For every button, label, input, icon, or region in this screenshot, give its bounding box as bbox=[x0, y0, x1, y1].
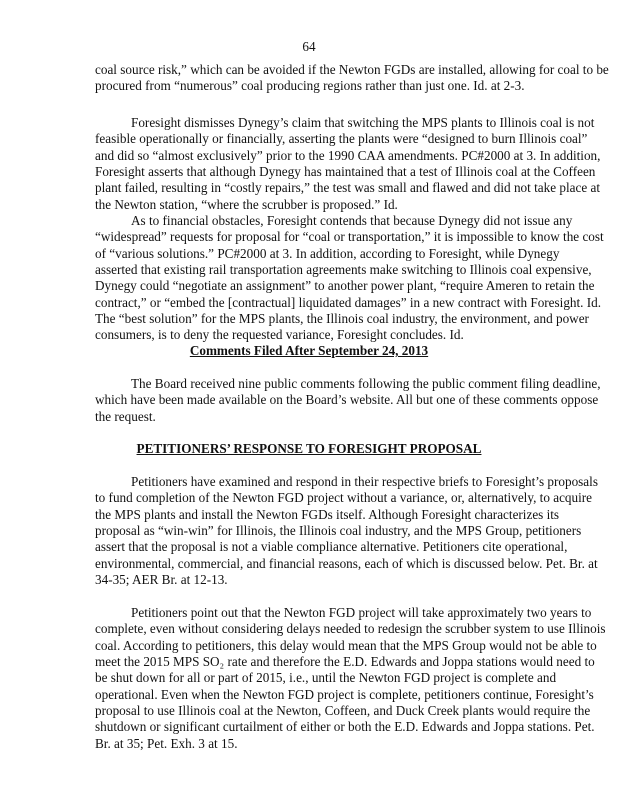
text-line: procured from “numerous” coal producing regions rather than just one. Id. at 2-3. bbox=[95, 78, 525, 94]
text-line: complete, even without considering delays needed to redesign the scrubber system to use Illinois bbox=[95, 621, 606, 637]
paragraph bbox=[95, 474, 598, 588]
text-line: environmental, commercial, and financial reasons, each of which is discussed below. Pet. Br. at bbox=[95, 555, 598, 571]
paragraph bbox=[95, 62, 609, 95]
text-line: proposal as “win-win” for Illinois, the Illinois coal industry, and the MPS Group, petitioners bbox=[95, 523, 582, 539]
text-line: be shut down for all or part of 2015, i.e., until the Newton FGD project is complete and bbox=[95, 670, 557, 686]
text-line: Petitioners have examined and respond in their respective briefs to Foresight’s proposals bbox=[131, 474, 598, 489]
section-heading: Comments Filed After September 24, 2013 bbox=[189, 343, 429, 358]
text-line: The Board received nine public comments following the public comment filing deadline, bbox=[131, 376, 601, 391]
text-line: shutdown or significant curtailment of either or both the E.D. Edwards and Joppa stations. Pet. bbox=[95, 719, 595, 735]
text-line: consumers, is to deny the requested variance, Foresight concludes. Id. bbox=[95, 327, 464, 343]
paragraph bbox=[95, 213, 604, 344]
text-line: to fund completion of the Newton FGD project without a variance, or, alternatively, to acquire bbox=[95, 490, 593, 506]
text-line: of “various solutions.” PC#2000 at 3. In addition, according to Foresight, while Dynegy bbox=[95, 245, 560, 261]
text-line: the Newton station, “where the scrubber is proposed.” Id. bbox=[95, 196, 398, 212]
text-line: the MPS plants and install the Newton FGDs itself. Although Foresight characterizes its bbox=[95, 506, 560, 522]
text-line: coal source risk,” which can be avoided if the Newton FGDs are installed, allowing for coal to be bbox=[95, 62, 609, 77]
paragraph bbox=[95, 115, 601, 213]
text-line: meet the 2015 MPS SO₂ rate and therefore the E.D. Edwards and Joppa stations would need to bbox=[95, 654, 595, 670]
text-line: The “best solution” for the MPS plants, the Illinois coal industry, the environment, and power bbox=[95, 311, 589, 327]
text-line: coal. According to petitioners, this delay would mean that the MPS Group would not be able to bbox=[95, 637, 597, 653]
text-line: As to financial obstacles, Foresight contends that because Dynegy did not issue any bbox=[131, 213, 573, 228]
text-line: Br. at 35; Pet. Exh. 3 at 15. bbox=[95, 735, 238, 751]
text-line: and did so “almost exclusively” prior to the 1990 CAA amendments. PC#2000 at 3. In addition, bbox=[95, 147, 601, 163]
text-line: assert that the proposal is not a viable compliance alternative. Petitioners cite operational, bbox=[95, 539, 568, 555]
text-line: Foresight asserts that although Dynegy has maintained that a test of Illinois coal at the Coffeen bbox=[95, 164, 596, 180]
text-line: the request. bbox=[95, 408, 156, 424]
text-line: asserted that existing rail transportation agreements make switching to Illinois coal expensive, bbox=[95, 262, 592, 278]
text-line: Petitioners point out that the Newton FGD project will take approximately two years to bbox=[131, 605, 592, 620]
text-line: feasible operationally or financially, asserting the plants were “designed to burn Illinois coal” bbox=[95, 131, 588, 147]
page-number: 64 bbox=[302, 39, 316, 54]
text-line: “widespread” requests for proposal for “coal or transportation,” it is impossible to know the cost bbox=[95, 229, 604, 245]
text-line: contract,” or “embed the [contractual] liquidated damages” in a new contract with Foresight. Id. bbox=[95, 294, 602, 310]
paragraph bbox=[95, 376, 601, 425]
text-line: Foresight dismisses Dynegy’s claim that switching the MPS plants to Illinois coal is not bbox=[131, 115, 595, 130]
text-line: which have been made available on the Board’s website. All but one of these comments oppose bbox=[95, 392, 599, 408]
text-line: 34-35; AER Br. at 12-13. bbox=[95, 572, 228, 588]
text-line: plant failed, resulting in “costly repairs,” the test was small and flawed and did not take place at bbox=[95, 180, 600, 196]
text-line: operational. Even when the Newton FGD project is complete, petitioners continue, Foresight’s bbox=[95, 686, 594, 702]
text-line: proposal to use Illinois coal at the Newton, Coffeen, and Duck Creek plants would require the bbox=[95, 703, 591, 719]
section-heading: PETITIONERS’ RESPONSE TO FORESIGHT PROPOSAL bbox=[136, 441, 482, 456]
text-line: Dynegy could “negotiate an assignment” to another power plant, “require Ameren to retain the bbox=[95, 278, 595, 294]
paragraph bbox=[95, 605, 606, 752]
